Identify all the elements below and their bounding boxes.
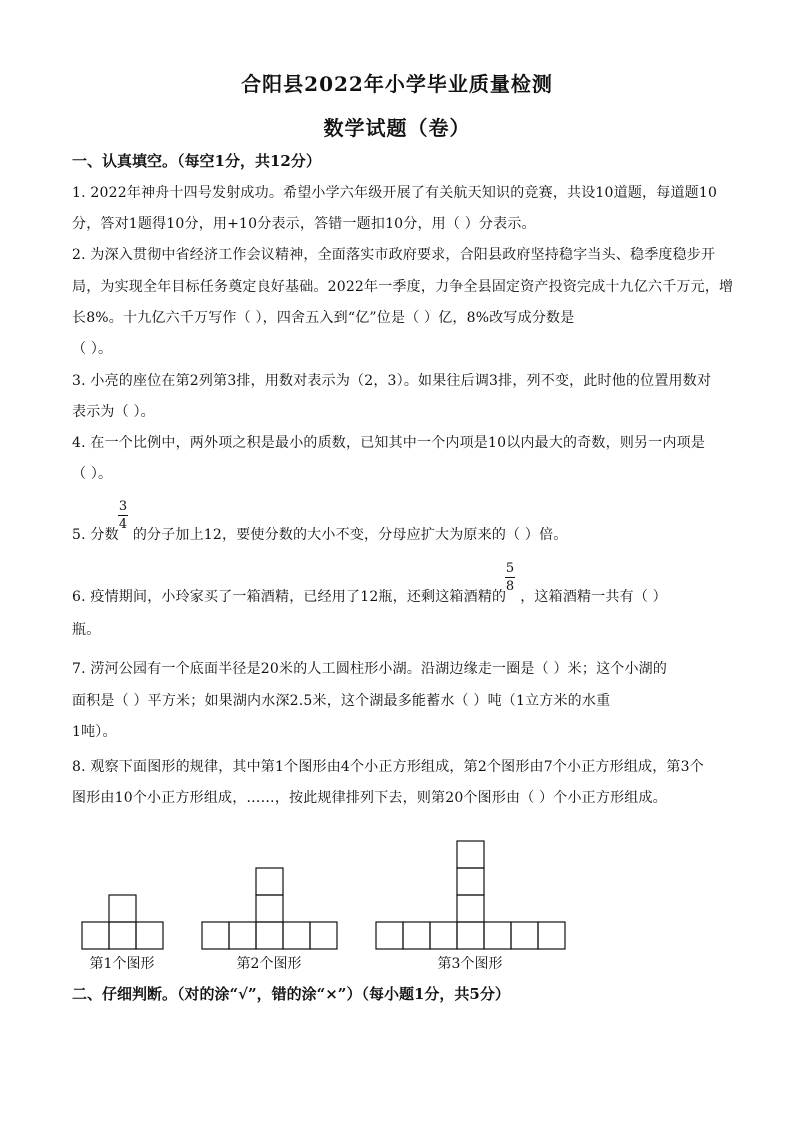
q5-text-before: 5. 分数 (72, 527, 119, 543)
figure-3-square (457, 841, 484, 868)
figure-2-square (256, 868, 283, 895)
q5-fraction-numerator: 3 (118, 499, 128, 514)
exam-subtitle: 数学试题（卷） (323, 116, 471, 140)
figure-3-square (457, 922, 484, 949)
q8-line-2: 图形由10个小正方形组成，……，按此规律排列下去，则第20个图形由（ ）个小正方形组成。 (72, 790, 667, 806)
figure-3-square (457, 895, 484, 922)
figure-2-square (256, 895, 283, 922)
q6-text-before: 6. 疫情期间，小玲家买了一箱酒精，已经用了12瓶，还剩这箱酒精的 (72, 589, 507, 605)
q4-line-1: 4. 在一个比例中，两外项之积是最小的质数，已知其中一个内项是10以内最大的奇数，则另一内项是 (72, 435, 706, 451)
figure-2 (202, 868, 337, 949)
q5-text-after: 的分子加上12，要使分数的大小不变，分母应扩大为原来的（ ）倍。 (132, 527, 568, 543)
q1-line-1: 1. 2022年神舟十四号发射成功。希望小学六年级开展了有关航天知识的竞赛，共设10道题，每道题10 (72, 185, 718, 201)
q2-line-3: 长8%。十九亿六千万写作（ ），四舍五入到“亿”位是（ ）亿，8%改写成分数是 (72, 310, 575, 326)
figure-3-square (430, 922, 457, 949)
figure-2-square (202, 922, 229, 949)
section-2-heading: 二、仔细判断。（对的涂“√”，错的涂“×”）（每小题1分，共5分） (72, 985, 510, 1003)
figure-3-square (538, 922, 565, 949)
figure-3-square (403, 922, 430, 949)
q6-line-2: 瓶。 (72, 622, 101, 638)
figure-2-square (310, 922, 337, 949)
figure-1-square (82, 922, 109, 949)
figure-2-square (229, 922, 256, 949)
q7-line-3: 1吨）。 (72, 724, 117, 740)
q1-line-2: 分，答对1题得10分，用+10分表示，答错一题扣10分，用（ ）分表示。 (72, 216, 536, 232)
q3-line-1: 3. 小亮的座位在第2列第3排，用数对表示为（2，3）。如果往后调3排，列不变，此时他的位置用数对 (72, 373, 712, 389)
q6-fraction-denominator: 8 (505, 579, 515, 594)
q8-line-1: 8. 观察下面图形的规律，其中第1个图形由4个小正方形组成，第2个图形由7个小正方形组成，第3个 (72, 759, 704, 775)
q7-line-2: 面积是（ ）平方米；如果湖内水深2.5米，这个湖最多能蓄水（ ）吨（1立方米的水重 (72, 693, 611, 709)
q5-fraction-denominator: 4 (118, 517, 128, 532)
section-1-heading: 一、认真填空。（每空1分，共12分） (72, 152, 321, 170)
figure-3-square (376, 922, 403, 949)
figure-3-caption: 第3个图形 (437, 956, 503, 972)
figure-1-square (136, 922, 163, 949)
q3-line-2: 表示为（ ）。 (72, 404, 155, 420)
q2-line-4: （ ）。 (72, 341, 113, 357)
q2-line-1: 2. 为深入贯彻中省经济工作会议精神，全面落实市政府要求，合阳县政府坚持稳字当头、稳季度稳步开 (72, 247, 716, 263)
q2-line-2: 局，为实现全年目标任务奠定良好基础。2022年一季度，力争全县固定资产投资完成十九亿六千万元，增 (72, 279, 734, 295)
q4-line-2: （ ）。 (72, 466, 113, 482)
figure-1 (82, 895, 163, 949)
exam-title: 合阳县2022年小学毕业质量检测 (241, 72, 553, 96)
q7-line-1: 7. 涝河公园有一个底面半径是20米的人工圆柱形小湖。沿湖边缘走一圈是（ ）米；这个小湖的 (72, 661, 668, 677)
figure-3 (376, 841, 565, 949)
figure-3-square (484, 922, 511, 949)
figure-3-square (511, 922, 538, 949)
figure-1-square (109, 922, 136, 949)
figure-1-square (109, 895, 136, 922)
q6-text-after: ，这箱酒精一共有（ ） (520, 589, 667, 605)
q6-fraction-numerator: 5 (505, 561, 515, 576)
figure-2-caption: 第2个图形 (236, 956, 302, 972)
figure-2-square (256, 922, 283, 949)
figure-2-square (283, 922, 310, 949)
figure-3-square (457, 868, 484, 895)
figure-1-caption: 第1个图形 (89, 956, 155, 972)
